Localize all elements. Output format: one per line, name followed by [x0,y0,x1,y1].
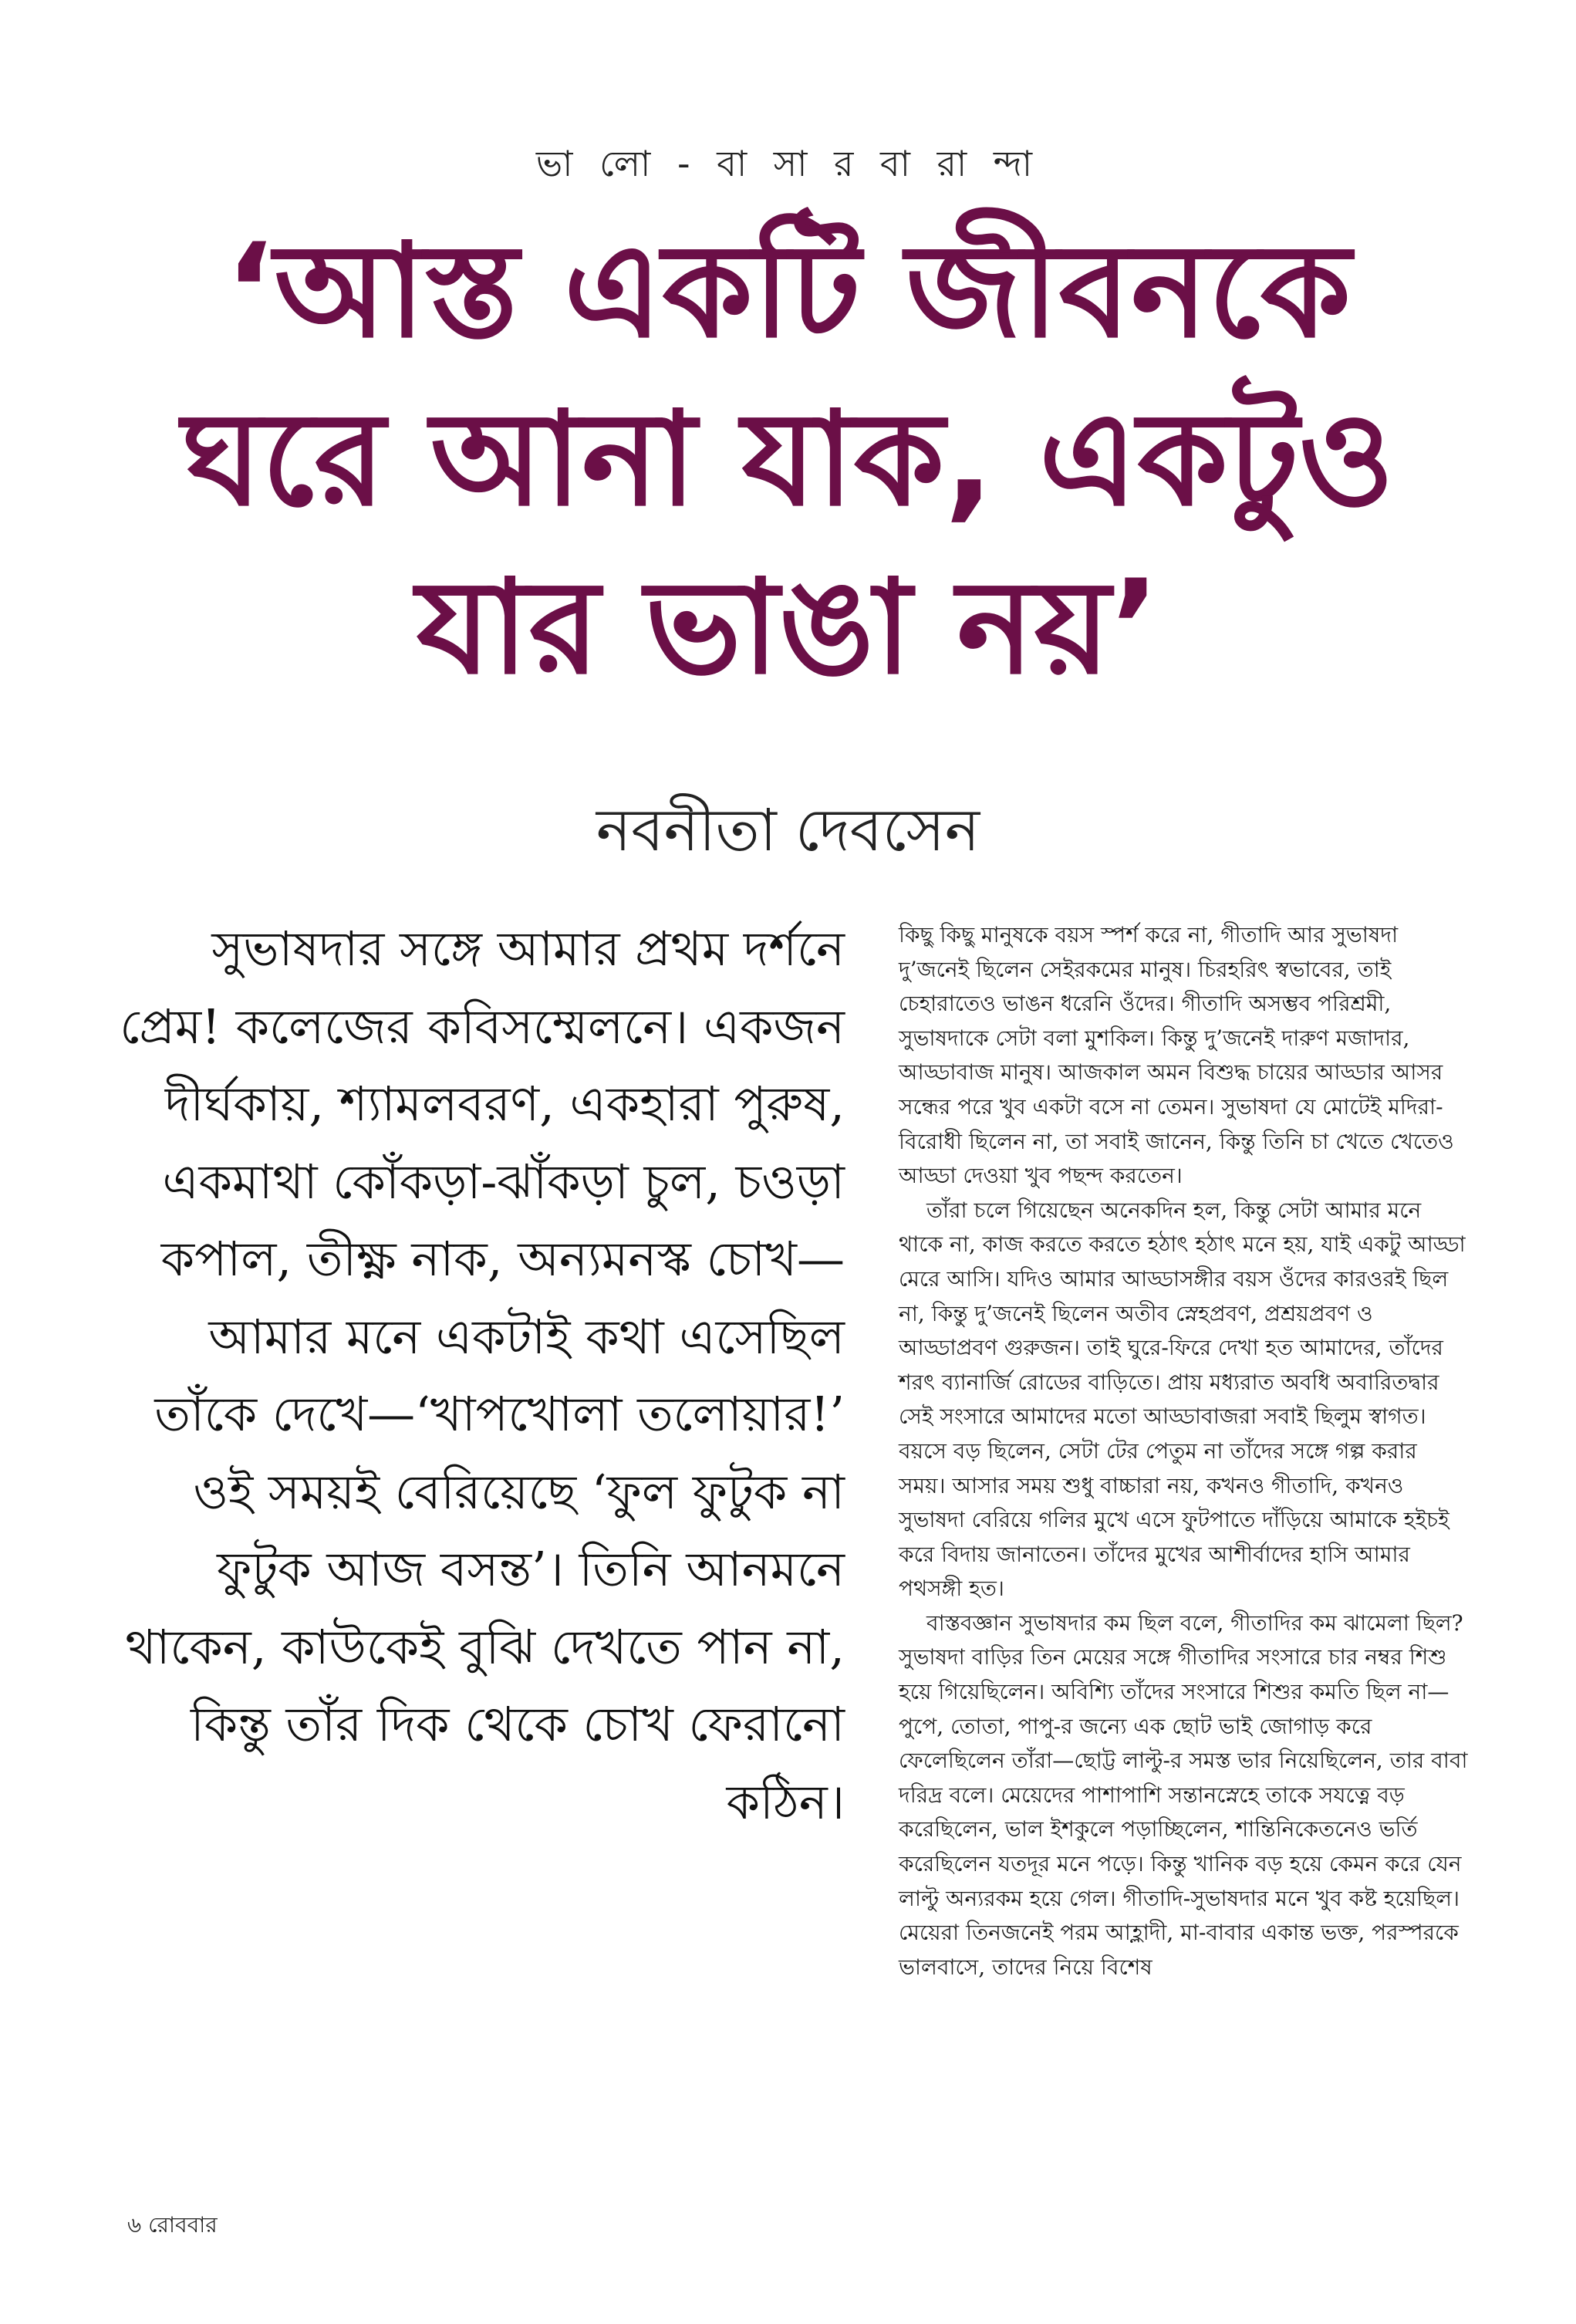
body-paragraph: কিছু কিছু মানুষকে বয়স স্পর্শ করে না, গীতাদি আর সুভাষদা দু’জনেই ছিলেন সেইরকমের মানুষ। চিরহরিৎ স্বভাবের, তাই চেহারাতেও ভাঙন ধরেনি ওঁদের। গীতাদি অসম্ভব পরিশ্রমী, সুভাষদাকে সেটা বলা মুশকিল। কিন্তু দু’জনেই দারুণ মজাদার, আড্ডাবাজ মানুষ। আজকাল অমন বিশুদ্ধ চায়ের আড্ডার আসর সন্ধের পরে খুব একটা বসে না তেমন। সুভাষদা যে মোটেই মদিরা-বিরোধী ছিলেন না, তা সবাই জানেন, কিন্তু তিনি চা খেতে খেতেও আড্ডা দেওয়া খুব পছন্দ করতেন। [899,922,1454,1189]
headline: ‘আস্ত একটি জীবনকে ঘরে আনা যাক, একটুও যার ভাঙা নয়’ [181,215,1395,703]
article-body [899,918,1470,1985]
page-folio: ৬ রোববার [127,2212,218,2238]
section-kicker: ভা লো - বা সা র বা রা ন্দা [535,143,1041,184]
author-byline: নবনীতা দেবসেন [596,795,980,864]
body-paragraph: বাস্তবজ্ঞান সুভাষদার কম ছিল বলে, গীতাদির কম ঝামেলা ছিল? সুভাষদা বাড়ির তিন মেয়ের সঙ্গে গীতাদির সংসারে চার নম্বর শিশু হয়ে গিয়েছিলেন। অবিশ্যি তাঁদের সংসারে শিশুর কমতি ছিল না—পুপে, তোতা, পাপু-র জন্যে এক ছোট ভাই জোগাড় করে ফেলেছিলেন তাঁরা—ছোট্ট লাল্টু-র সমস্ত ভার নিয়েছিলেন, তার বাবা দরিদ্র বলে। মেয়েদের পাশাপাশি সন্তানস্নেহে তাকে সযত্নে বড় করেছিলেন, ভাল ইশকুলে পড়াচ্ছিলেন, শান্তিনিকেতনেও ভর্তি করেছিলেন যতদূর মনে পড়ে। কিন্তু খানিক বড় হয়ে কেমন করে যেন লাল্টু অন্যরকম হয়ে গেল। গীতাদি-সুভাষদার মনে খুব কষ্ট হয়েছিল। মেয়েরা তিনজনেই পরম আহ্লাদী, মা-বাবার একান্ত ভক্ত, পরস্পরকে ভালবাসে, তাদের নিয়ে বিশেষ [899,1610,1468,1980]
pull-quote: সুভাষদার সঙ্গে আমার প্রথম দর্শনে প্রেম! কলেজের কবিসম্মেলনে। একজন দীর্ঘকায়, শ্যামলবরণ, একহারা পুরুষ, একমাথা কোঁকড়া-ঝাঁকড়া চুল, চওড়া কপাল, তীক্ষ্ণ নাক, অন্যমনস্ক চোখ—আমার মনে একটাই কথা এসেছিল তাঁকে দেখে—‘খাপখোলা তলোয়ার!’ ওই সময়ই বেরিয়েছে ‘ফুল ফুটুক না ফুটুক আজ বসন্ত’। তিনি আনমনে থাকেন, কাউকেই বুঝি দেখতে পান না, কিন্তু তাঁর দিক থেকে চোখ ফেরানো কঠিন। [120,920,845,1830]
body-paragraph: তাঁরা চলে গিয়েছেন অনেকদিন হল, কিন্তু সেটা আমার মনে থাকে না, কাজ করতে করতে হঠাৎ হঠাৎ মনে হয়, যাই একটু আড্ডা মেরে আসি। যদিও আমার আড্ডাসঙ্গীর বয়স ওঁদের কারওরই ছিল না, কিন্তু দু’জনেই ছিলেন অতীব স্নেহপ্রবণ, প্রশ্রয়প্রবণ ও আড্ডাপ্রবণ গুরুজন। তাই ঘুরে-ফিরে দেখা হত আমাদের, তাঁদের শরৎ ব্যানার্জি রোডের বাড়িতে। প্রায় মধ্যরাত অবধি অবারিতদ্বার সেই সংসারে আমাদের মতো আড্ডাবাজরা সবাই ছিলুম স্বাগত। বয়সে বড় ছিলেন, সেটা টের পেতুম না তাঁদের সঙ্গে গল্প করার সময়। আসার সময় শুধু বাচ্চারা নয়, কখনও গীতাদি, কখনও সুভাষদা বেরিয়ে গলির মুখে এসে ফুটপাতে দাঁড়িয়ে আমাকে হইচই করে বিদায় জানাতেন। তাঁদের মুখের আশীর্বাদের হাসি আমার পথসঙ্গী হত। [899,1197,1466,1602]
